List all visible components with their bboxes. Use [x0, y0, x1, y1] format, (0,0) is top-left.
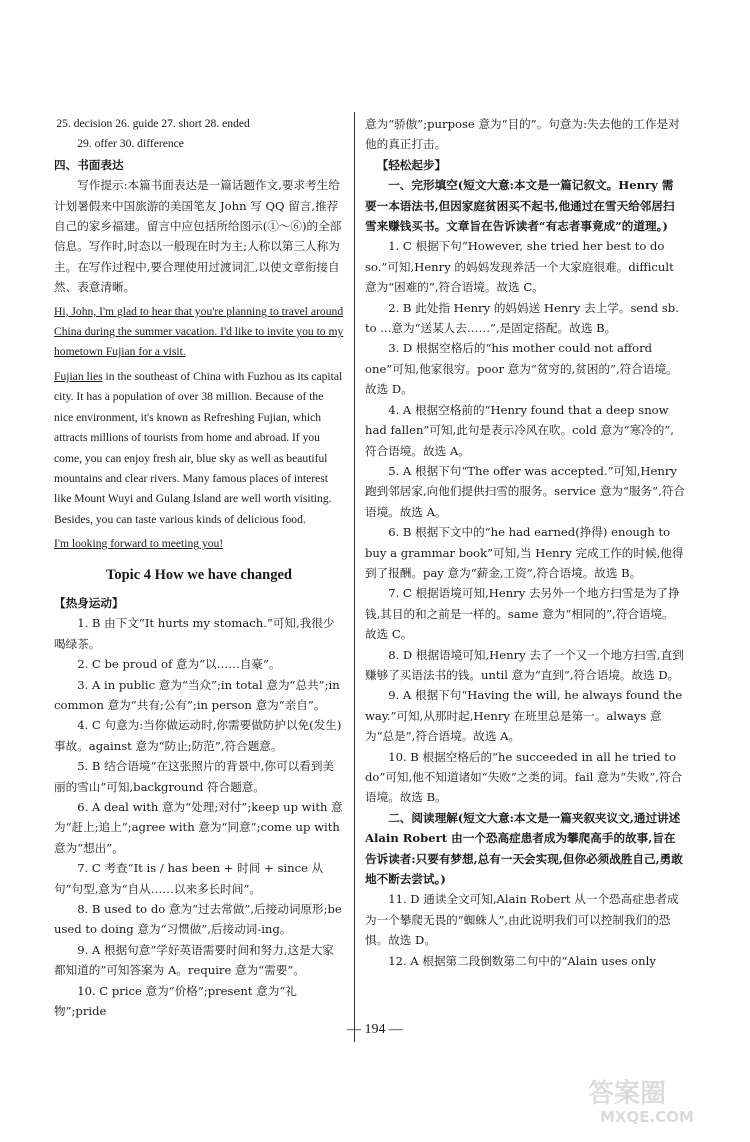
cloze-answer-list	[365, 236, 685, 807]
essay-underlined-lead: Fujian lies	[54, 369, 103, 383]
warmup-item: 9. A 根据句意“学好英语需要时间和努力,这是大家都知道的”可知答案为 A。require 意为“需要”。	[54, 942, 334, 978]
warmup-item: 6. A deal with 意为“处理;对付”;keep up with 意为“赶上;追上”;agree with 意为“同意”;come up with 意为“想出”。	[54, 800, 343, 855]
essay-paragraph-2	[54, 367, 344, 530]
writing-prompt: 写作提示:本篇书面表达是一篇话题作文,要求考生给计划暑假来中国旅游的美国笔友 John 写 QQ 留言,推荐自己的家乡福建。留言中应包括所给图示(①～⑥)的全部信息。写作时,时态以一般现在时为主;人称以第三人称为主。在写作过程中,要合理使用过渡词汇,以使文章衔接自然、表意清晰。	[54, 178, 342, 295]
warmup-item: 7. C 考查“It is / has been + 时间 + since 从句”句型,意为“自从……以来多长时间”。	[54, 861, 324, 896]
watermark-text-cn: 答案圈	[588, 1079, 667, 1109]
reading-answer-list	[365, 889, 685, 971]
column-divider	[354, 112, 355, 1042]
answers-line-1: 25. decision 26. guide 27. short 28. ended	[56, 117, 250, 130]
cloze-item: 9. A 根据下句“Having the will, he always found the way.”可知,从那时起,Henry 在班里总是第一。always 意为“总是”,符合语境。故选 A。	[365, 688, 683, 744]
warmup-heading: 【热身运动】	[54, 595, 124, 610]
warmup-item: 3. A in public 意为“当众”;in total 意为“总共”;in common 意为“共有;公有”;in person 意为“亲自”。	[54, 677, 340, 712]
reading-summary: 二、阅读理解(短文大意:本文是一篇夹叙夹议文,通过讲述 Alain Robert 由一个恐高症患者成为攀爬高手的故事,旨在告诉读者:只要有梦想,总有一天会实现,但你必须战胜自己,勇敢地不断去尝试。)	[365, 810, 683, 887]
watermark-text-en: MXQE.COM	[600, 1108, 694, 1126]
cloze-item: 4. A 根据空格前的“Henry found that a deep snow had fallen”可知,此句是表示冷风在吹。cold 意为“寒冷的”,符合语境。故选 A。	[365, 402, 674, 458]
warmup-item: 5. B 结合语境“在这张照片的背景中,你可以看到美丽的雪山”可知,background 符合题意。	[54, 759, 335, 794]
essay-closing: I'm looking forward to meeting you!	[54, 537, 224, 551]
cloze-item: 7. C 根据语境可知,Henry 去另外一个地方扫雪是为了挣钱,其目的和之前是一样的。same 意为“相同的”,符合语境。故选 C。	[365, 586, 680, 642]
cloze-item: 3. D 根据空格后的“his mother could not afford one”可知,他家很穷。poor 意为“贫穷的,贫困的”,符合语境。故选 D。	[365, 341, 678, 397]
warmup-item: 8. B used to do 意为“过去常做”,后接动词原形;be used to doing 意为“习惯做”,后接动词-ing。	[54, 902, 342, 937]
easy-start-heading: 【轻松起步】	[376, 157, 447, 172]
answers-line-2: 29. offer 30. difference	[77, 137, 184, 151]
cloze-item: 2. B 此处指 Henry 的妈妈送 Henry 去上学。send sb. to ...意为“送某人去……”,是固定搭配。故选 B。	[365, 300, 679, 336]
writing-heading: 四、书面表达	[54, 157, 124, 172]
reading-item: 11. D 通读全文可知,Alain Robert 从一个恐高症患者成为一个攀爬无畏的“蜘蛛人”,由此说明我们可以控制我们的恐惧。故选 D。	[365, 892, 679, 948]
cloze-summary: 一、完形填空(短文大意:本文是一篇记叙文。Henry 需要一本语法书,但因家庭贫困买不起书,他通过在雪天给邻居扫雪来赚钱买书。文章旨在告诉读者“有志者事竟成”的道理。)	[365, 178, 675, 234]
topic-title: Topic 4 How we have changed	[106, 566, 292, 583]
page-number: — 194 —	[347, 1022, 403, 1037]
cloze-item: 5. A 根据下句“The offer was accepted.”可知,Henry 跑到邻居家,向他们提供扫雪的服务。service 意为“服务”,符合语境。故选 A。	[365, 463, 685, 519]
right-column	[365, 114, 685, 971]
warmup-item: 1. B 由下文“It hurts my stomach.”可知,我很少喝绿茶。	[54, 616, 335, 651]
reading-item: 12. A 根据第二段倒数第二句中的“Alain uses only	[388, 953, 656, 968]
warmup-item: 10. C price 意为“价格”;present 意为“礼物”;pride	[54, 983, 297, 1019]
essay-paragraph-1: Hi, John, I'm glad to hear that you're planning to travel around China during the summer vacation. I'd like to invite you to my hometown Fujian for a visit.	[54, 304, 344, 359]
watermark-graphic	[582, 1072, 732, 1128]
left-column	[54, 114, 344, 1021]
warmup-item: 4. C 句意为:当你做运动时,你需要做防护以免(发生)事故。against 意为“防止;防范”,符合题意。	[54, 718, 342, 753]
cloze-item: 6. B 根据下文中的“he had earned(挣得) enough to buy a grammar book”可知,当 Henry 完成工作的时候,他得到了报酬。pay 意为“薪金,工资”,符合语境。故选 B。	[365, 525, 684, 580]
site-watermark-logo	[582, 1072, 732, 1128]
warmup-list	[54, 613, 344, 1021]
continued-answer: 意为“骄傲”;purpose 意为“目的”。句意为:失去他的工作是对他的真正打击。	[365, 117, 680, 152]
essay-paragraph-2-body: in the southeast of China with Fuzhou as its capital city. It has a population of over 38 million. Because of the nice environment, it's known as Refreshing Fujian, which attracts millions of tourists from home and abroad. If you come, you can enjoy fresh air, blue sky as well as beautiful mountains and clear rivers. Many famous places of interest like Mount Wuyi and Gulang Island are well worth visiting. Besides, you can taste various kinds of delicious food.	[54, 369, 343, 526]
warmup-item: 2. C be proud of 意为“以……自豪”。	[77, 657, 281, 672]
cloze-item: 8. D 根据语境可知,Henry 去了一个又一个地方扫雪,直到赚够了买语法书的钱。until 意为“直到”,符合语境。故选 D。	[365, 647, 684, 682]
cloze-item: 1. C 根据下句“However, she tried her best to do so.”可知,Henry 的妈妈发现养活一个大家庭很难。difficult 意为“困难的”,符合语境。故选 C。	[365, 239, 674, 295]
cloze-item: 10. B 根据空格后的“he succeeded in all he tried to do”可知,他不知道诸如“失败”之类的词。fail 意为“失败”,符合语境。故选 B。	[365, 749, 683, 805]
